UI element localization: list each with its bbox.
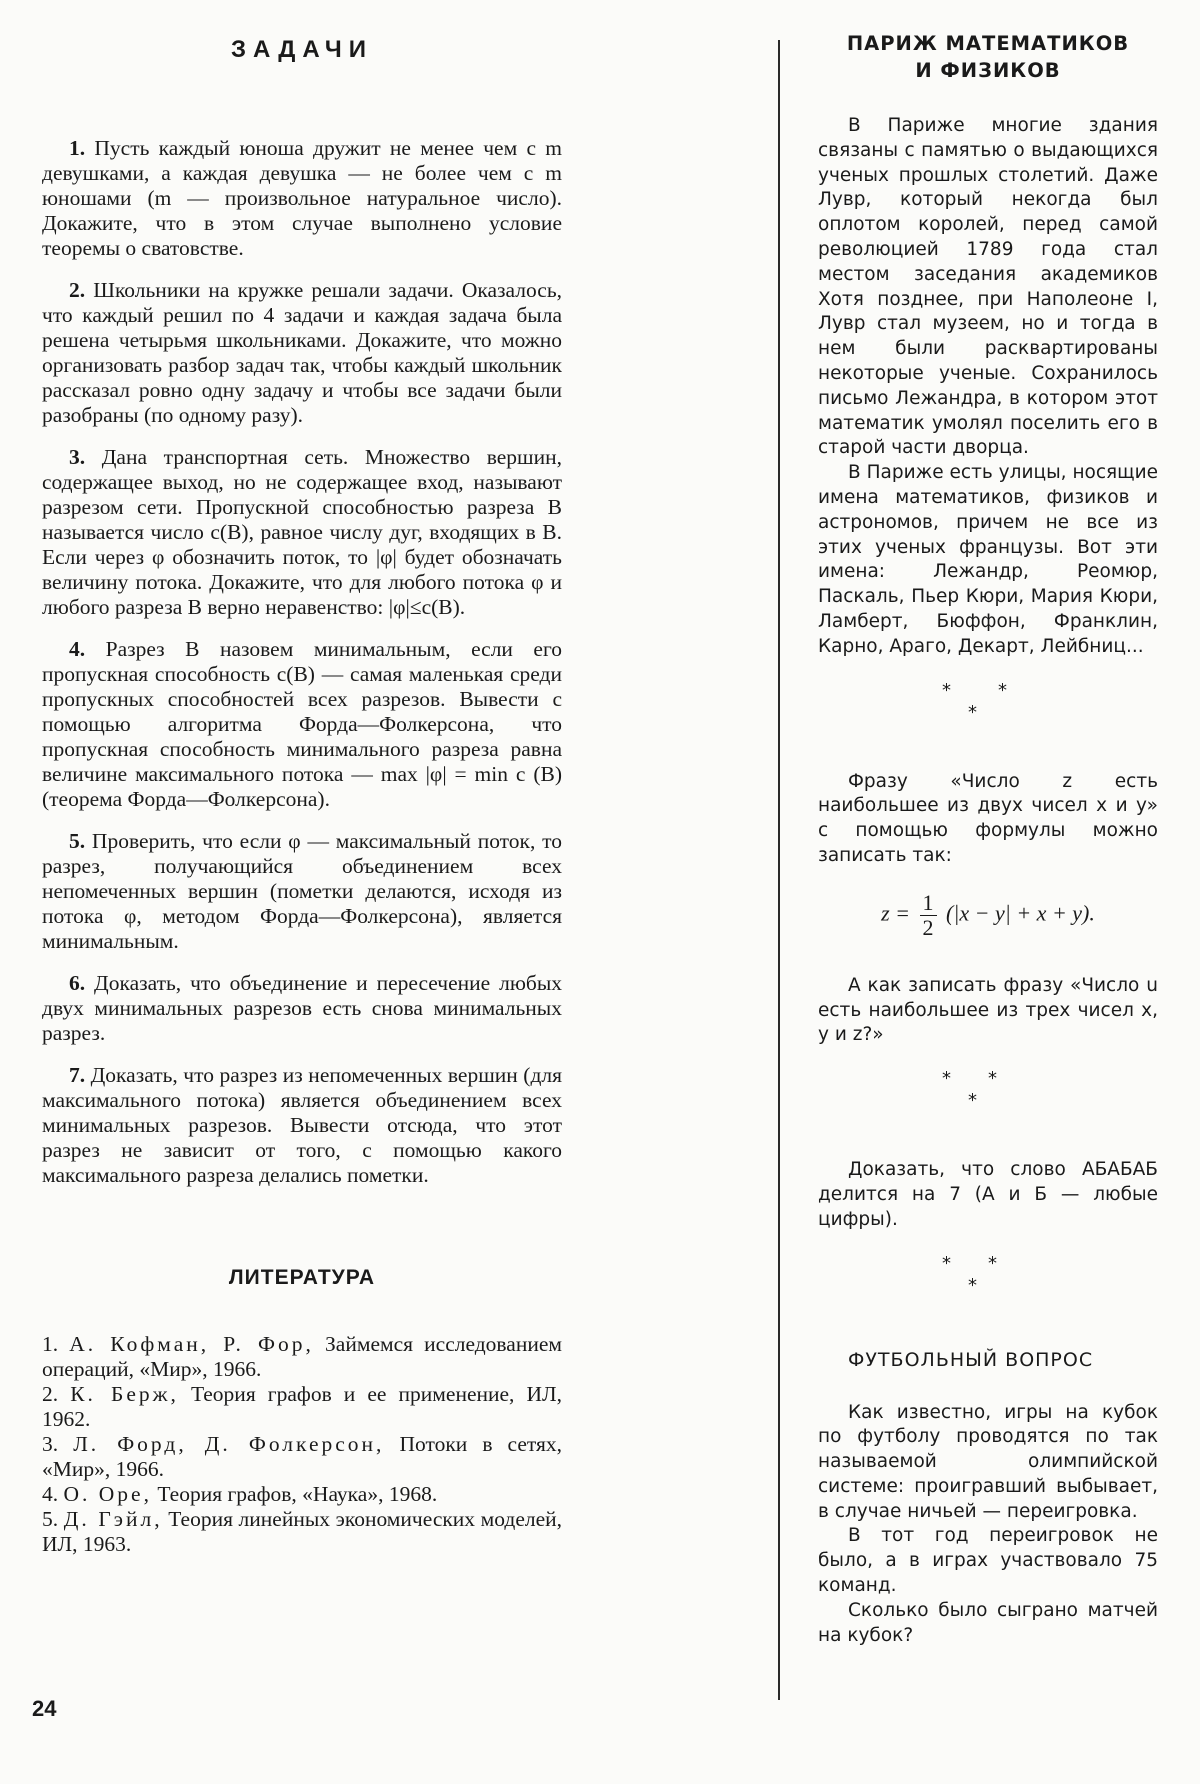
problem-item: 7. Доказать, что разрез из непомеченных вершин (для максимального потока) является объединением всех минимальных разрезов. Вывести отсюда, что этот разрез не зависит от того, с помощью какого максимального разреза делались пометки. (42, 1063, 562, 1187)
literature-item: 3. Л. Форд, Д. Фолкерсон, Потоки в сетях, «Мир», 1966. (42, 1432, 563, 1481)
star-glyph: * (968, 1274, 977, 1296)
star-glyph: * (998, 679, 1007, 701)
max-formula: z = $\frac{1}{2}$ (|x − y| + x + y). (881, 889, 1095, 940)
problem-item: 3. Дана транспортная сеть. Множество вершин, содержащее выход, но не содержащее вход, называют разрезом сети. Пропускной способностью разреза B называется число c(B), равное числу дуг, входящих в B. Если через φ обозначить поток, то |φ| будет обозначать величину потока. Докажите, что для любого потока φ и любого разреза B верно неравенство: |φ|≤c(B). (42, 445, 562, 619)
star-glyph: * (968, 701, 977, 723)
problems-column (42, 36, 562, 1557)
literature-item: 4. О. Оре, Теория графов, «Наука», 1968. (42, 1482, 438, 1506)
star-glyph: * (942, 679, 951, 701)
star-glyph: * (988, 1252, 997, 1274)
problem-item: 6. Доказать, что объединение и пересечение любых двух минимальных разрезов есть снова минимальных разрез. (42, 971, 563, 1045)
football-paragraph: Сколько было сыграно матчей на кубок? (818, 1599, 1158, 1646)
problem-item: 2. Школьники на кружке решали задачи. Оказалось, что каждый решил по 4 задачи и каждая задача была решена четырьмя школьниками. Докажите, что можно организовать разбор задач так, чтобы каждый школьник рассказал ровно одну задачу и чтобы все задачи были разобраны (по одному разу). (42, 278, 563, 427)
paris-title: ПАРИЖ МАТЕМАТИКОВ И ФИЗИКОВ (846, 32, 1130, 82)
star-glyph: * (942, 1068, 951, 1090)
sidebar-column (818, 30, 1158, 1648)
problems-list (42, 136, 562, 1188)
literature-item: 1. А. Кофман, Р. Фор, Займемся исследованием операций, «Мир», 1966. (42, 1332, 563, 1381)
star-glyph: * (988, 1068, 997, 1090)
football-paragraph: Как известно, игры на кубок по футболу проводятся по так называемой олимпийской системе: проигравший выбывает, в случае ничьей — переигровка. (818, 1401, 1158, 1522)
football-title: ФУТБОЛЬНЫЙ ВОПРОС (848, 1348, 1094, 1371)
football-paragraph: В тот год переигровок не было, а в играх участвовало 75 команд. (818, 1525, 1158, 1597)
section-separator (818, 1253, 1158, 1313)
literature-title: ЛИТЕРАТУРА (228, 1266, 376, 1289)
star-glyph: * (968, 1090, 977, 1112)
section-separator (818, 1068, 1158, 1128)
problems-title: ЗАДАЧИ (231, 36, 373, 63)
column-divider (778, 40, 780, 1700)
section-separator (818, 680, 1158, 740)
max-puzzle-question: А как записать фразу «Число u есть наибольшее из трех чисел x, y и z?» (818, 974, 1158, 1046)
problem-item: 4. Разрез B назовем минимальным, если его пропускная способность c(B) — самая маленькая среди пропускных способностей всех разрезов. Вывести с помощью алгоритма Форда—Фолкерсона, что пропускная способность минимального разреза равна величине максимального потока — max |φ| = min c (B) (теорема Форда—Фолкерсона). (42, 637, 563, 811)
page-number: 24 (32, 1696, 57, 1721)
ababab-puzzle: Доказать, что слово АБАБАБ делится на 7 (А и Б — любые цифры). (818, 1159, 1158, 1230)
max-puzzle-text: Фразу «Число z есть наибольшее из двух чисел x и y» с помощью формулы можно записать так: (818, 770, 1158, 866)
problem-item: 1. Пусть каждый юноша дружит не менее чем с m девушками, а каждая девушка — не более чем с m юношами (m — произвольное натуральное число). Докажите, что в этом случае выполнено условие теоремы о сватовстве. (42, 136, 562, 260)
literature-item: 2. К. Берж, Теория графов и ее применение, ИЛ, 1962. (42, 1382, 562, 1431)
literature-item: 5. Д. Гэйл, Теория линейных экономических моделей, ИЛ, 1963. (42, 1507, 563, 1556)
paris-paragraph: В Париже есть улицы, носящие имена математиков, физиков и астрономов, причем не все из этих ученых французы. Вот эти имена: Лежандр, Реомюр, Паскаль, Пьер Кюри, Мария Кюри, Ламберт, Бюффон, Франклин, Карно, Араго, Декарт, Лейбниц... (818, 462, 1158, 657)
star-glyph: * (942, 1252, 951, 1274)
paris-paragraph: В Париже многие здания связаны с памятью о выдающихся ученых прошлых столетий. Даже Лувр, который некогда был оплотом королей, перед самой революцией 1789 года стал местом заседания академиков Хотя позднее, при Наполеоне I, Лувр стал музеем, но и тогда в нем были расквартированы некоторые ученые. Сохранилось письмо Лежандра, в котором этот математик умолял поселить его в старой части дворца. (818, 115, 1158, 459)
problem-item: 5. Проверить, что если φ — максимальный поток, то разрез, получающийся объединением всех непомеченных вершин (пометки делаются, исходя из потока φ, методом Форда—Фолкерсона), является минимальным. (42, 829, 562, 953)
